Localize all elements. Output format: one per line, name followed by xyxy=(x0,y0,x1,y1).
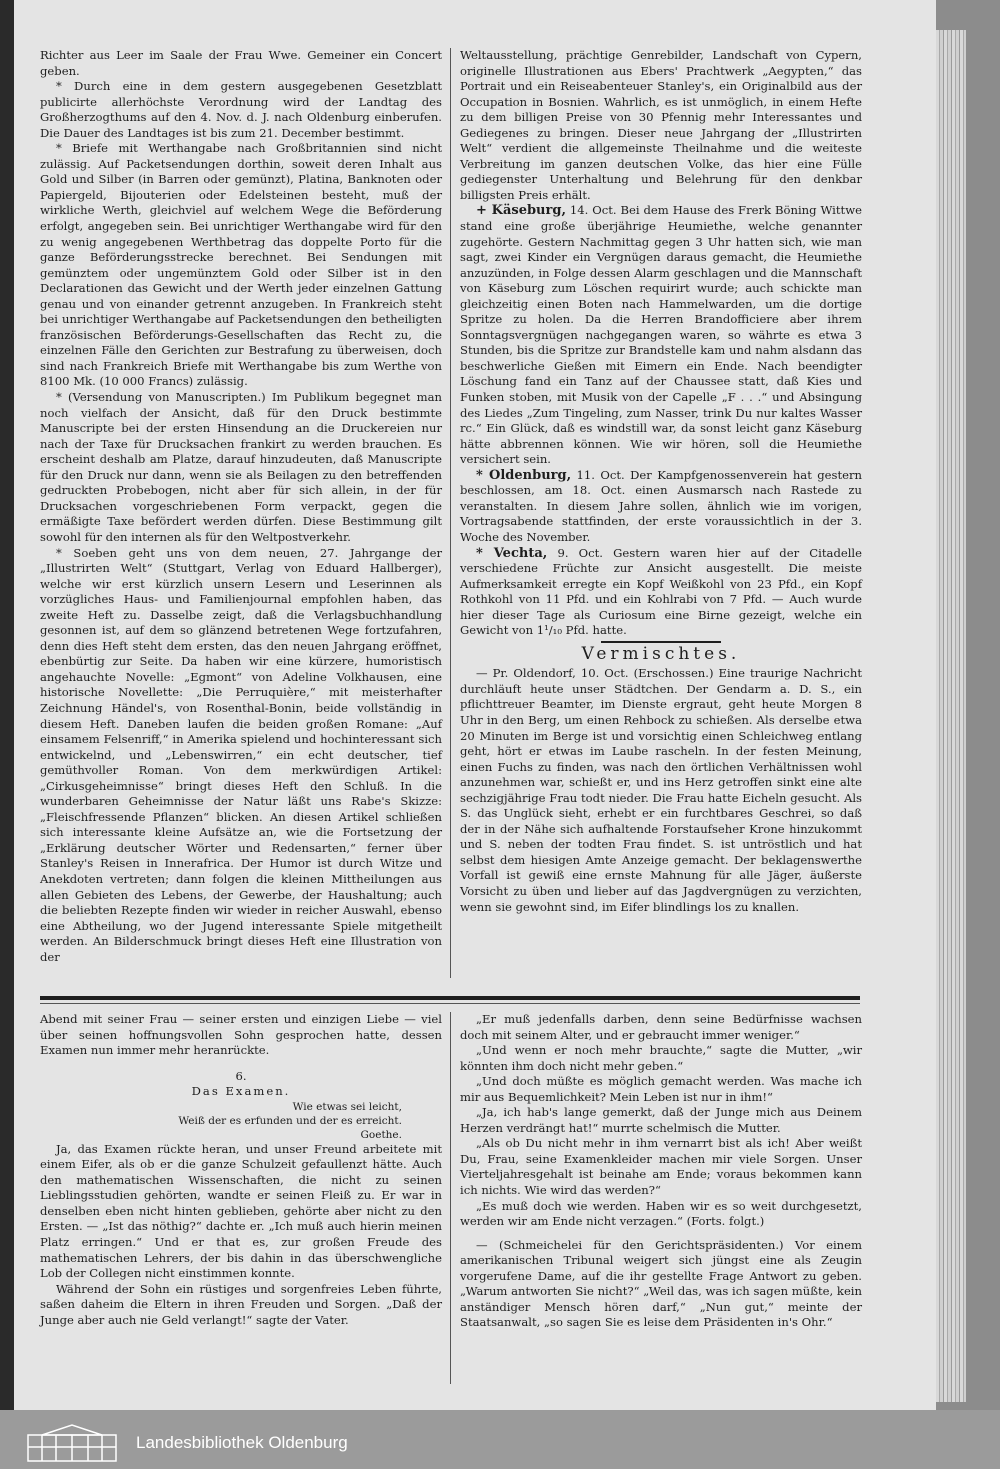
dialogue-line-6: „Es muß doch wie werden. Haben wir es so weit durchgesetzt, werden wir am Ende nicht verzagen.“ (Forts. folgt.) xyxy=(460,1198,862,1229)
column-right-feuilleton xyxy=(460,1012,862,1331)
paragraph-manuscripte: * (Versendung von Manuscripten.) Im Publikum begegnet man noch vielfach der Ansicht, daß für den Druck bestimmte Manuscripte bei der ersten Hinsendung an die Druckereien nur nach der Taxe für Drucksachen frankirt zu werden brauchen. Es erscheint deshalb am Platze, darauf hinzudeuten, daß Manuscripte für den Druck nur dann, wenn sie als Beilagen zu den betreffenden gedruckten Probebogen, nicht aber für sich allein, in der für Drucksachen vorgeschriebenen Form verpackt, gegen die ermäßigte Taxe befördert werden dürfen. Diese Bestimmung gilt sowohl für den internen als für den Weltpostverkehr. xyxy=(40,390,442,544)
feuilleton-column-divider xyxy=(450,1012,451,1384)
paragraph-kaeseburg xyxy=(460,203,862,467)
paragraph-illustrirte-welt: * Soeben geht uns von dem neuen, 27. Jahrgange der „Illustrirten Welt“ (Stuttgart, Verlag von Eduard Hallberger), welche wir erst kürzlich unsern Lesern und Leserinnen als vorzügliches Haus- und Familienjournal empfohlen haben, das zweite Heft zu. Dasselbe zeigt, daß die Verlagsbuchhandlung gesonnen ist, auf dem so glänzend betretenen Wege fortzufahren, denn dies Heft steht dem ersten, das den neuen Jahrgang eröffnet, ebenbürtig zur Seite. Da haben wir eine kürzere, humoristisch angehauchte Novelle: „Egmont“ von Adeline Volkhausen, eine historische Novellette: „Die Perruquière,“ mit meisterhafter Zeichnung Händel's, von Rosenthal-Bonin, beide vollständig in diesem Heft. Daneben laufen die beiden großen Romane: „Auf einsamem Felsenriff,“ in Amerika spielend und hochinteressant sich entwickelnd, und „Lebenswirren,“ ein echt deutscher, tief gemüthvoller Roman. Von dem merkwürdigen Artikel: „Cirkusgeheimnisse“ bringt dieses Heft den Schluß. In die wunderbaren Geheimnisse der Natur läßt uns Rabe's Skizze: „Fleischfressende Pflanzen“ blicken. An diesen Artikel schließen sich interessante kleine Aufsätze an, wie die Fortsetzung der „Erklärung deutscher Wörter und Redensarten,“ ferner über Stanley's Reisen in Innerafrica. Der Humor ist durch Witze und Anekdoten vertreten; dann folgen die kleinen Mittheilungen aus allen Gebieten des Lebens, der Gewerbe, der Haushaltung; auch die beliebten Rezepte finden wir wieder in reicher Auswahl, ebenso eine Abtheilung, wo der Jugend interessante Spiele mitgetheilt werden. An Bilderschmuck bringt dieses Heft eine Illustration von der xyxy=(40,545,442,964)
paragraph-erschossen: — Pr. Oldendorf, 10. Oct. (Erschossen.) Eine traurige Nachricht durchläuft heute unser Städtchen. Der Gendarm a. D. S., ein pflichttreuer Beamter, im Dienste ergraut, geht heute Morgen 8 Uhr in den Berg, um einen Rehbock zu schießen. Als derselbe etwa 20 Minuten im Berge ist und vorsichtig einen Schleichweg entlang geht, hört er etwas im Laube rascheln. In der festen Meinung, einen Fuchs zu finden, was nach den örtlichen Verhältnissen wohl anzunehmen war, schießt er, und ins Herz getroffen sinkt eine alte sechzigjährige Frau todt nieder. Die Frau hatte Eicheln gesucht. Als S. das Unglück sieht, erhebt er ein furchtbares Geschrei, so daß der in der Nähe sich aufhaltende Forstaufseher Krone hinzukommt und S. neben der todten Frau findet. S. ist untröstlich und hat selbst dem hiesigen Amte Anzeige gemacht. Der beklagenswerthe Vorfall ist gewiß eine ernste Mahnung für alle Jäger, äußerste Vorsicht zu üben und lieber auf das Jagdvergnügen zu verzichten, wenn sie gewohnt sind, im Eifer blindlings los zu knallen. xyxy=(460,666,862,914)
paragraph-briefe: * Briefe mit Werthangabe nach Großbritannien sind nicht zulässig. Auf Packetsendungen dorthin, soweit deren Inhalt aus Gold und Silber (in Barren oder gemünzt), Platina, Banknoten oder Papiergeld, Bijouterien oder Edelsteinen besteht, muß der wirkliche Werth, gleichviel auf welchem Wege die Beförderung erfolgt, angegeben sein. Bei unrichtiger Werthangabe wird für den zu wenig angegebenen Werthbetrag das doppelte Porto für die ganze Beförderungsstrecke berechnet. Bei Sendungen mit gemünztem oder ungemünztem Gold oder Silber ist in den Declarationen das Gewicht und der Werth jeder einzelnen Gattung genau und von einander getrennt anzugeben. In Frankreich steht bei unrichtiger Werthangabe auf Packetsendungen den betheiligten französischen Beförderungs-Gesellschaften das Recht zu, die einzelnen Fälle den Gerichten zur Bestrafung zu überweisen, doch sind nach Frankreich Briefe mit Werthangabe bis zum Werthe von 8100 Mk. (10 000 Francs) zulässig. xyxy=(40,141,442,389)
motto-author: Goethe. xyxy=(360,1128,402,1141)
section-heading-vermischtes: Vermischtes. xyxy=(581,643,741,664)
page-edges xyxy=(936,30,966,1402)
library-name: Landesbibliothek Oldenburg xyxy=(136,1433,348,1452)
column-divider xyxy=(450,48,451,978)
book-binding xyxy=(0,0,14,1469)
dateline-oldenburg: * Oldenburg, xyxy=(476,467,572,483)
paragraph-vechta xyxy=(460,546,862,639)
feuilleton-rule-thick xyxy=(40,996,860,1000)
column-left-top xyxy=(40,48,442,965)
dialogue-line-5: „Als ob Du nicht mehr in ihm vernarrt bist als ich! Aber weißt Du, Frau, seine Examenkleider machen mir viele Sorgen. Unser Vierteljahresgehalt ist beinahe am Ende; voraus bekommen kann ich nichts. Wie wird das werden?“ xyxy=(460,1136,862,1198)
chapter-title: Das Examen. xyxy=(191,1084,291,1099)
dateline-kaeseburg: + Käseburg, xyxy=(476,203,566,219)
motto-line-2: Weiß der es erfunden und der es erreicht. xyxy=(178,1114,402,1127)
paragraph-examen-1: Ja, das Examen rückte heran, und unser Freund arbeitete mit einem Eifer, als ob er die ganze Schulzeit gefaullenzt hätte. Auch den mathematischen Wissenschaften, die nicht zu seinen Lieblingsstudien gehörten, wandte er seinen Fleiß zu. Er war in denselben eben nicht hinten geblieben, gehörte aber nicht zu den Ersten. — „Ist das nöthig?“ dachte er. „Ich muß auch hierin meinen Platz erringen.“ Und er that es, zur großen Freude des mathematischen Lehrers, der bis dahin in das überschwengliche Lob der Collegen nicht einstimmen konnte. xyxy=(40,1141,442,1281)
text-vechta: 9. Oct. Gestern waren hier auf der Citadelle verschiedene Früchte zur Ansicht ausgestellt. Die meiste Aufmerksamkeit erregte ein Kopf Weißkohl von 23 Pfd., ein Kopf Rothkohl von 11 Pfd. und ein Kohlrabi von 7 Pfd. — Auch wurde hier dieser Tage als Curiosum eine Birne gezeigt, welche ein Gewicht von 1¹/₁₀ Pfd. hatte. xyxy=(460,545,862,638)
chapter-number: 6. xyxy=(235,1068,247,1083)
paragraph-schmeichelei: — (Schmeichelei für den Gerichtspräsidenten.) Vor einem amerikanischen Tribunal weigert sich jüngst eine als Zeugin vorgerufene Dame, auf die ihr gestellte Frage Antwort zu geben. „Warum antworten Sie nicht?“ „Weil das, was ich sagen müßte, kein anständiger Mensch hören darf,“ „Nun gut,“ meinte der Staatsanwalt, „so sagen Sie es leise dem Präsidenten in's Ohr.“ xyxy=(460,1237,862,1330)
paragraph-weltausstellung: Weltausstellung, prächtige Genrebilder, Landschaft von Cypern, originelle Illustrationen aus Ebers' Prachtwerk „Aegypten,“ das Portrait und ein Reiseabenteuer Stanley's, ein Originalbild aus der Occupation in Bosnien. Wahrlich, es ist unmöglich, in einem Hefte zu dem billigen Preise von 30 Pfennig mehr Interessantes und Gediegenes zu bringen. Dieser neue Jahrgang der „Illustrirten Welt“ verdient die allgemeinste Theilnahme und die weiteste Verbreitung im ganzen deutschen Volke, das hier eine Fülle gediegenster Unterhaltung und Belehrung für den denkbar billigsten Preis erhält. xyxy=(460,48,862,202)
paragraph-examen-2: Während der Sohn ein rüstiges und sorgenfreies Leben führte, saßen daheim die Eltern in ihren Freuden und Sorgen. „Daß der Junge aber auch nie Geld verlangt!“ sagte der Vater. xyxy=(40,1281,442,1327)
text-kaeseburg: 14. Oct. Bei dem Hause des Frerk Böning Wittwe stand eine große überjährige Heumiethe, welche genannter zugehörte. Gestern Nachmittag gegen 3 Uhr hatten sich, wie man sagt, zwei Kinder ein Vergnügen daraus gemacht, die Heumiethe anzuzünden, in Folge dessen Alarm geschlagen und die Mannschaft von Käseburg zum Löschen requirirt wurde; auch schickte man gleichzeitig einen Boten nach Hammelwarden, um die dortige Spritze zu holen. Da die Herren Brandofficiere aber ihrem Sonntagsvergnügen nachgegangen waren, so währte es etwa 3 Stunden, bis die Spritze zur Brandstelle kam und nahm alsdann das beschwerliche Gießen mit Eimern ein Ende. Nach beendigter Löschung fand ein Tanz auf der Chaussee statt, daß Kies und Funken stoben, mit Musik von der Capelle „F . . .“ und Absingung des Liedes „Zum Tingeling, zum Nasser, trink Du nur kaltes Wasser rc.“ Ein Glück, daß es windstill war, da sonst leicht ganz Käseburg hätte abbrennen können. Wie wir hören, soll die Heumiethe versichert sein. xyxy=(460,203,862,467)
paragraph-concert: Richter aus Leer im Saale der Frau Wwe. Gemeiner ein Concert geben. xyxy=(40,48,442,78)
dialogue-line-4: „Ja, ich hab's lange gemerkt, daß der Junge mich aus Deinem Herzen verdrängt hat!“ murrte schelmisch die Mutter. xyxy=(460,1105,862,1135)
column-right-top xyxy=(460,48,862,915)
motto-line-1: Wie etwas sei leicht, xyxy=(292,1100,402,1113)
dialogue-line-3: „Und doch müßte es möglich gemacht werden. Was mache ich mir aus Bequemlichkeit? Mein Leben ist nur in ihm!“ xyxy=(460,1074,862,1104)
paragraph-feuilleton-intro: Abend mit seiner Frau — seiner ersten und einzigen Liebe — viel über seinen hoffnungsvollen Sohn gesprochen hatte, dessen Examen nun immer mehr heranrückte. xyxy=(40,1012,442,1058)
library-building-icon xyxy=(22,1423,122,1463)
text-oldenburg: 11. Oct. Der Kampfgenossenverein hat gestern beschlossen, am 18. Oct. einen Ausmarsch nach Rastede zu veranstalten. In diesem Jahre sollen, ähnlich wie im vorigen, Vortragsabende stattfinden, der erste voraussichtlich in der 3. Woche des November. xyxy=(460,467,863,544)
dialogue-line-2: „Und wenn er noch mehr brauchte,“ sagte die Mutter, „wir könnten ihm doch nicht mehr geben.“ xyxy=(460,1043,862,1073)
section-rule xyxy=(601,641,721,643)
column-left-feuilleton xyxy=(40,1012,442,1328)
feuilleton-rule-thin xyxy=(40,1003,860,1004)
paragraph-oldenburg xyxy=(460,468,862,546)
dateline-vechta: * Vechta, xyxy=(476,545,548,561)
dialogue-line-1: „Er muß jedenfalls darben, denn seine Bedürfnisse wachsen doch mit seinem Alter, und er gebraucht immer weniger.“ xyxy=(460,1012,862,1042)
paragraph-landtag: * Durch eine in dem gestern ausgegebenen Gesetzblatt publicirte allerhöchste Verordnung wird der Landtag des Großherzogthums auf den 4. Nov. d. J. nach Oldenburg einberufen. Die Dauer des Landtages ist bis zum 21. December bestimmt. xyxy=(40,79,442,140)
